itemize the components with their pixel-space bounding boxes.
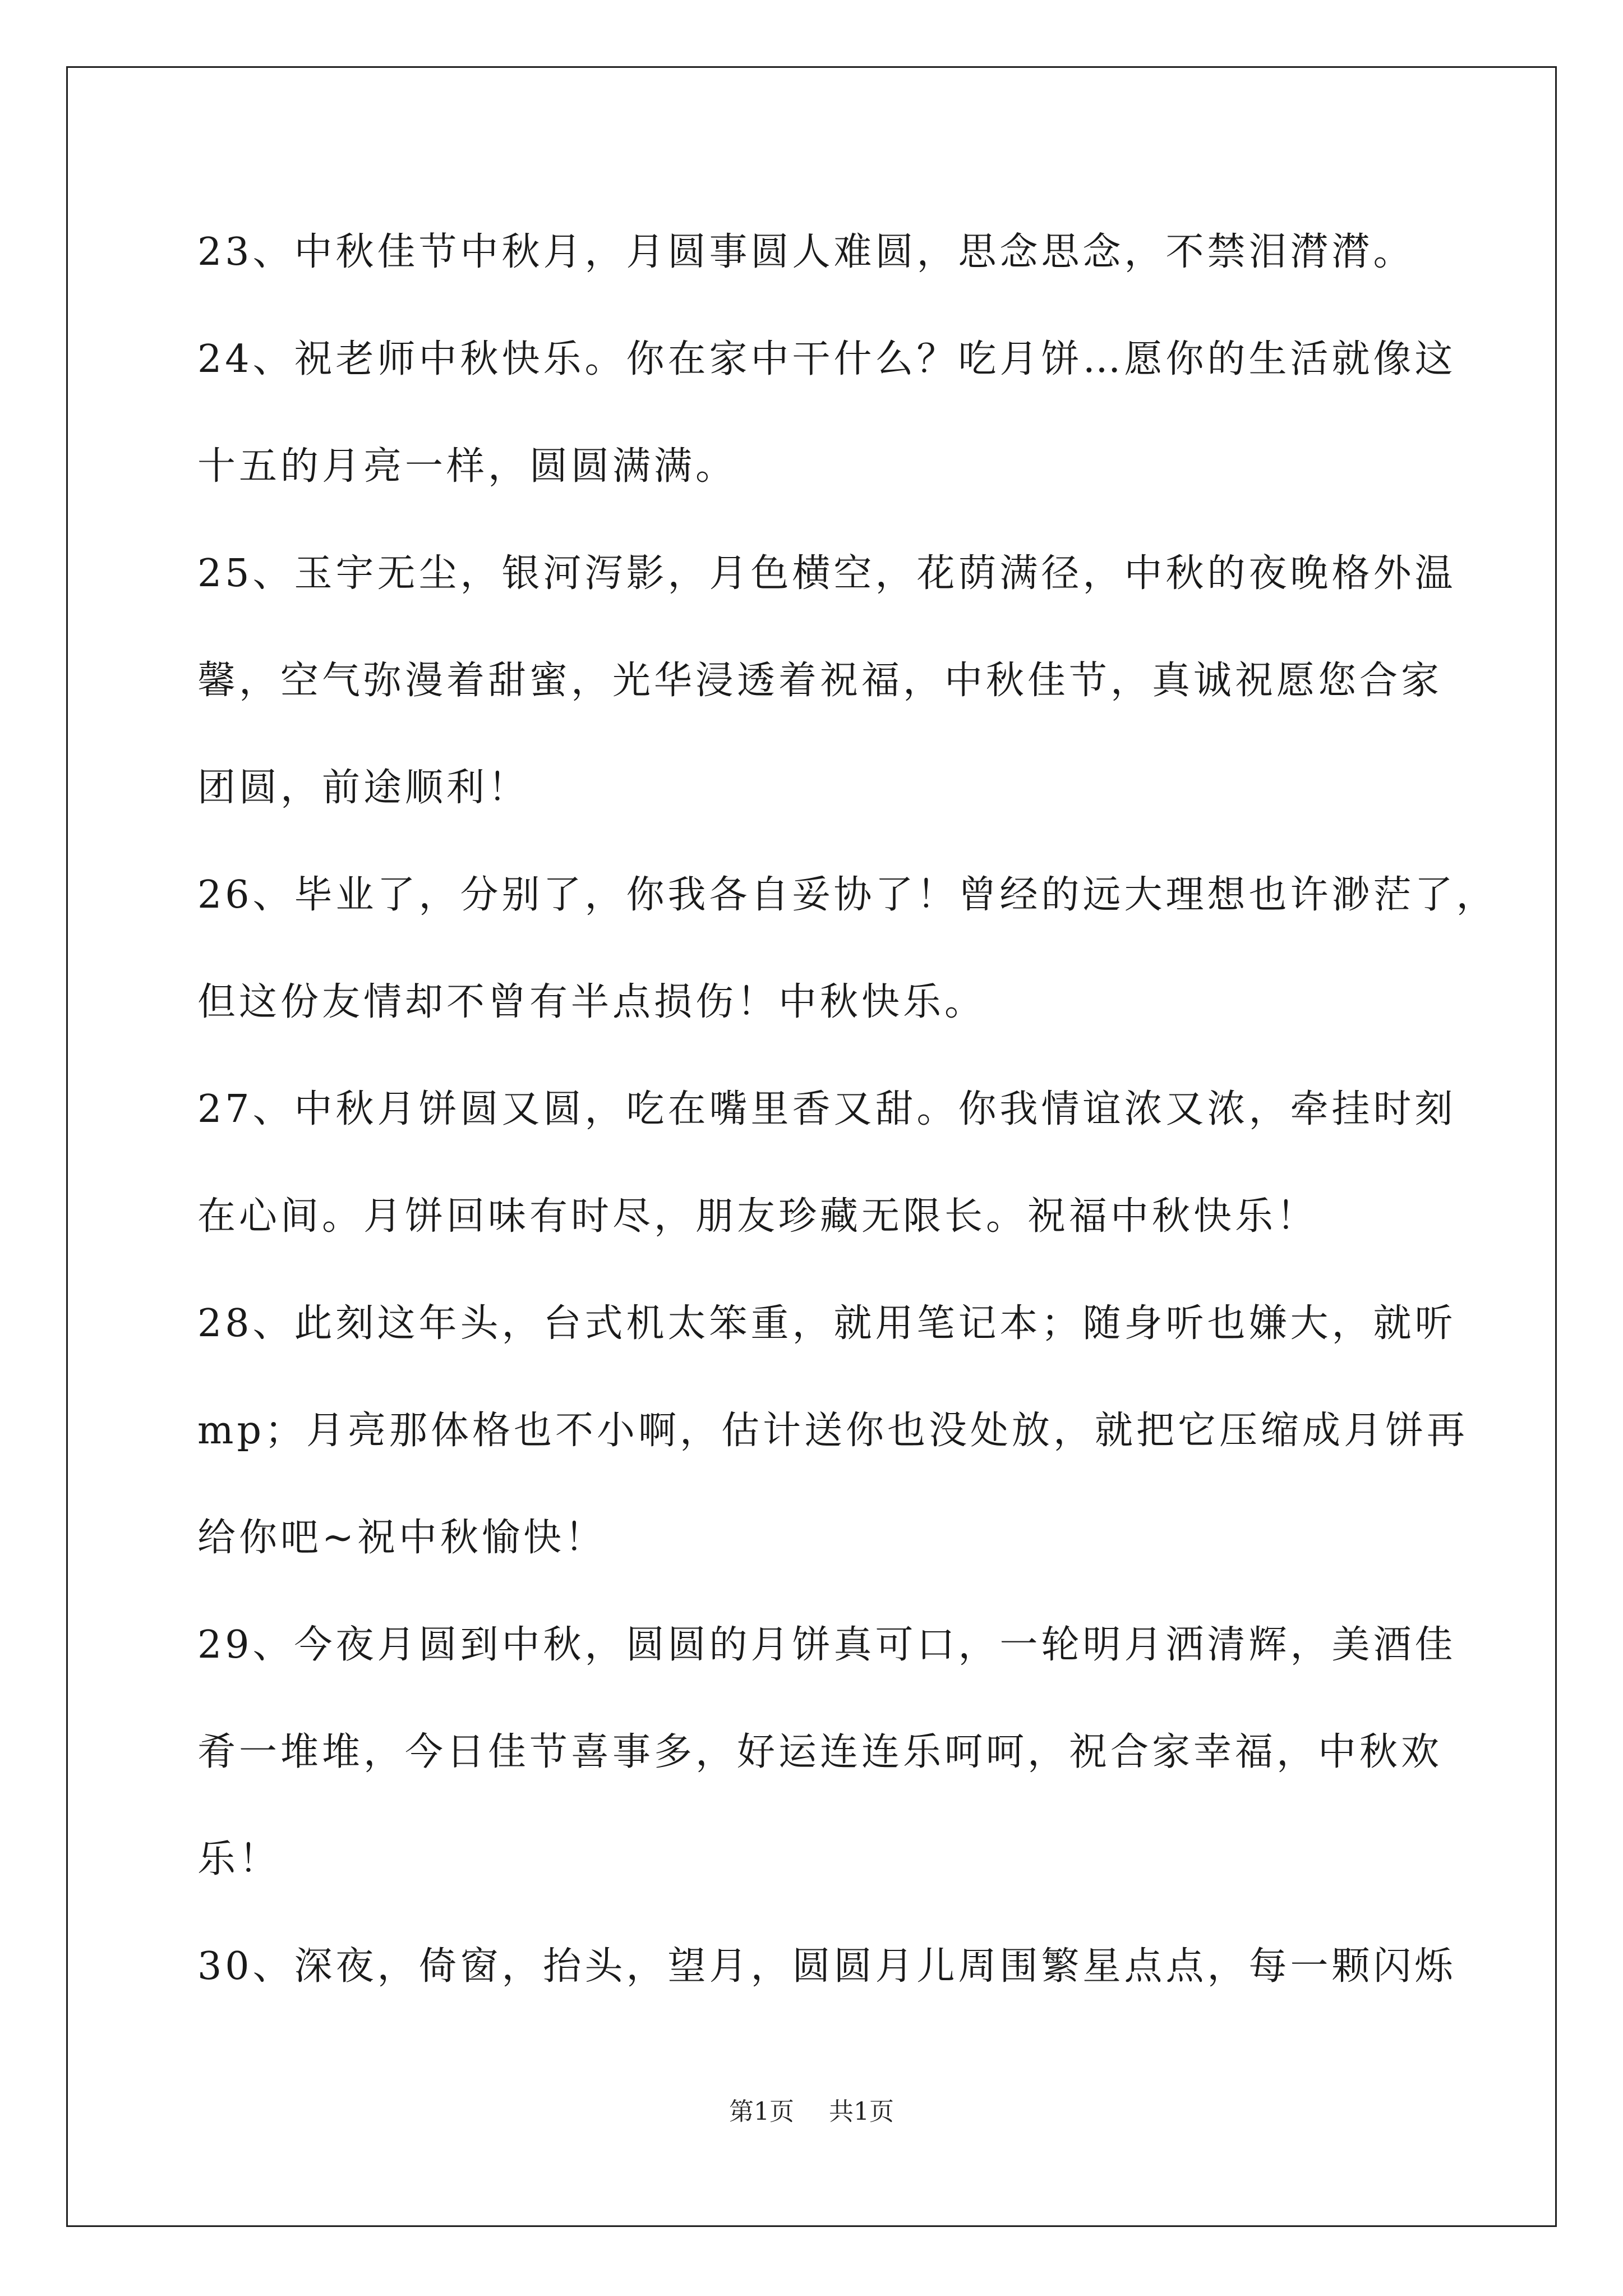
text-line: 26、毕业了，分别了，你我各自妥协了！曾经的远大理想也许渺茫了， (197, 873, 1498, 917)
page-footer (0, 2095, 1623, 2129)
text-line: 给你吧~祝中秋愉快！ (197, 1516, 606, 1560)
text-line: 27、中秋月饼圆又圆，吃在嘴里香又甜。你我情谊浓又浓，牵挂时刻 (197, 1087, 1456, 1131)
text-line: 29、今夜月圆到中秋，圆圆的月饼真可口，一轮明月洒清辉，美酒佳 (197, 1623, 1456, 1667)
text-line: 十五的月亮一样，圆圆满满。 (197, 444, 737, 489)
text-line: 肴一堆堆，今日佳节喜事多，好运连连乐呵呵，祝合家幸福，中秋欢 (197, 1730, 1443, 1774)
document-body (197, 219, 1498, 2040)
text-line: 团圆，前途顺利！ (197, 766, 530, 810)
text-line: 30、深夜，倚窗，抬头，望月，圆圆月儿周围繁星点点，每一颗闪烁 (197, 1944, 1456, 1989)
page-number-total: 共1页 (829, 2097, 894, 2126)
text-line: 但这份友情却不曾有半点损伤！中秋快乐。 (197, 980, 986, 1024)
text-line: 23、中秋佳节中秋月，月圆事圆人难圆，思念思念，不禁泪潸潸。 (197, 230, 1415, 274)
text-line: 24、祝老师中秋快乐。你在家中干什么？吃月饼…愿你的生活就像这 (197, 337, 1456, 381)
text-line: 馨，空气弥漫着甜蜜，光华浸透着祝福，中秋佳节，真诚祝愿您合家 (197, 659, 1443, 703)
text-line: 在心间。月饼回味有时尽，朋友珍藏无限长。祝福中秋快乐！ (197, 1194, 1318, 1239)
text-line: 25、玉宇无尘，银河泻影，月色横空，花荫满径，中秋的夜晚格外温 (197, 551, 1456, 596)
page-number-current: 第1页 (729, 2097, 794, 2126)
text-line: 28、此刻这年头，台式机太笨重，就用笔记本；随身听也嫌大，就听 (197, 1301, 1456, 1346)
text-line: mp；月亮那体格也不小啊，估计送你也没处放，就把它压缩成月饼再 (197, 1409, 1469, 1453)
text-line: 乐！ (197, 1837, 281, 1881)
